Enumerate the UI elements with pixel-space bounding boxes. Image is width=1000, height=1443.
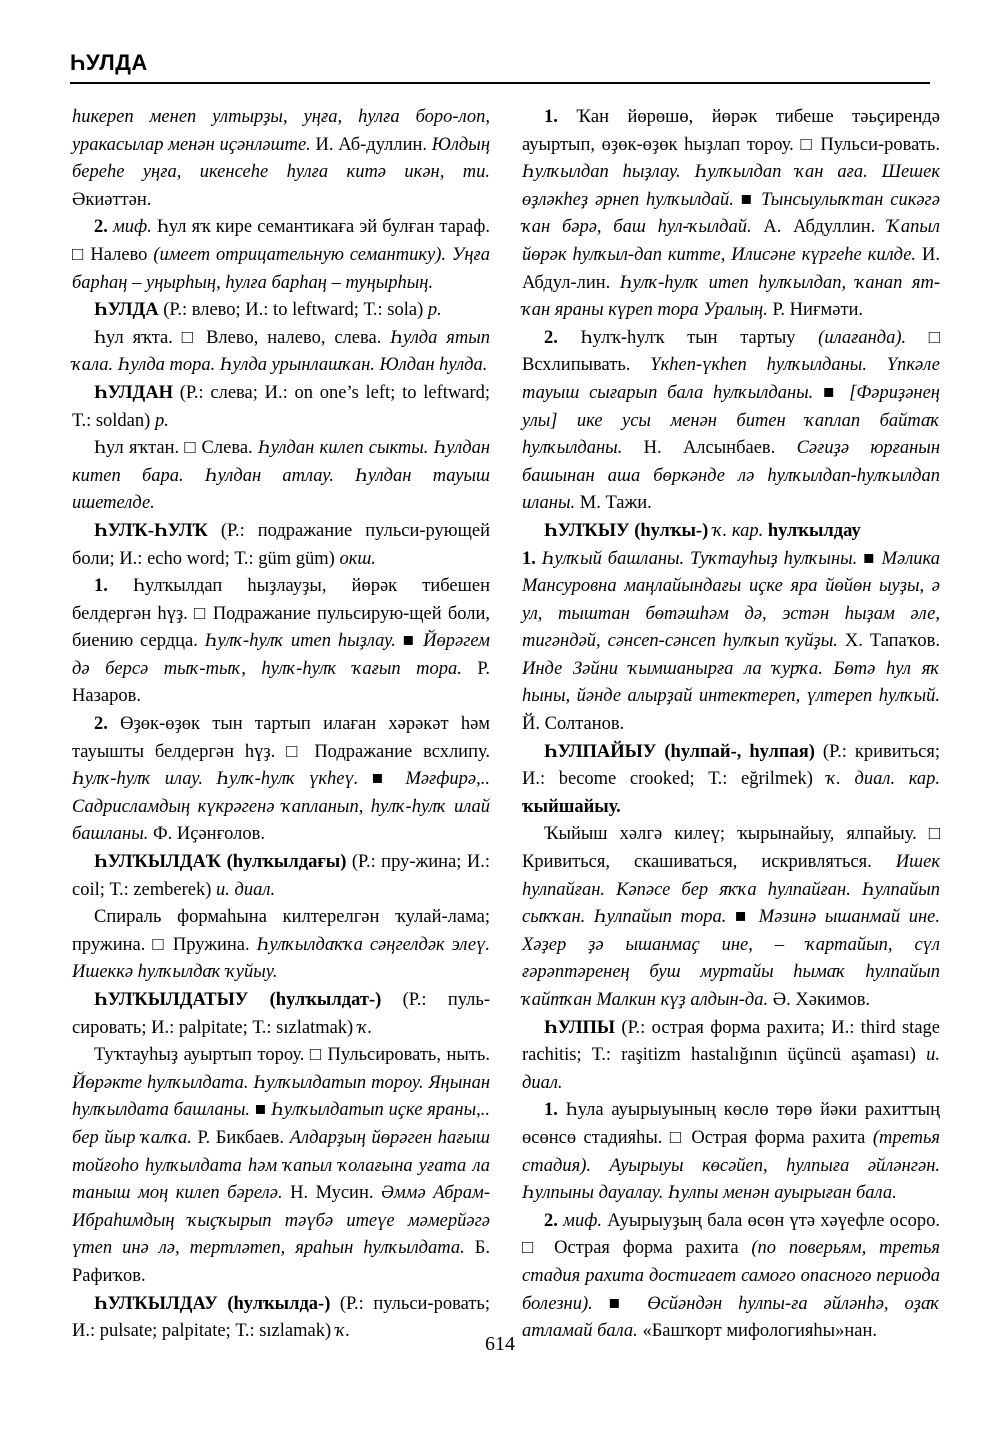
text-run: Спираль формаһына килтерелгән ҡулай-лама; пружина. □ Пружина. bbox=[72, 907, 490, 955]
text-run: (Р.: подражание пульси-рующей боли; И.: echo word; Т.: güm güm) bbox=[72, 520, 490, 569]
text-run: 1. bbox=[544, 1100, 558, 1121]
paragraph bbox=[522, 104, 940, 325]
text-run: Туҡтауһыҙ ауыртып тороу. □ Пульсировать, ныть. bbox=[94, 1045, 490, 1066]
text-run: Өҙөк-өҙөк тын тартып илаған хәрәкәт һәм тауышты белдергән һүҙ. □ Подражание всхлипу. bbox=[72, 714, 490, 762]
entry-heading bbox=[522, 739, 940, 822]
text-run: р. bbox=[427, 300, 442, 321]
text-run: Өсйәндән һулпы-ға әйләнһә, оҙаҡ атламай бала. bbox=[522, 1293, 940, 1342]
text-run: (Р.: слева; И.: on one’s left; to leftward; Т.: soldan) bbox=[72, 382, 490, 431]
text-run: Һул яҡтан. □ Слева. bbox=[94, 438, 258, 459]
text-run: Ҡапыл йөрәк һулҡыл-дап китте, Илисәне күргеһе килде. bbox=[522, 217, 940, 265]
text-run: ■ bbox=[813, 382, 850, 403]
text-run: Һул яҡ кире семантикаға эй булған тараф. □ Налево bbox=[72, 217, 490, 265]
text-run: Үкһеп-үкһеп һулҡылданы. Үпкәле тауыш сығарып бала һулҡылданы. bbox=[522, 355, 940, 403]
text-run: ҺУЛДА bbox=[94, 300, 159, 321]
text-run: (Р.: кривиться; И.: become crooked; Т.: eğrilmek) bbox=[522, 741, 941, 790]
text-run: ҡыйшайыу. bbox=[522, 796, 621, 817]
text-run: Һулҡ-һулҡ итеп һулҡылдап, ҡанап ят-ҡан яраны күреп тора Уралың. bbox=[522, 272, 940, 321]
text-run: окш. bbox=[339, 548, 376, 569]
text-run: Тынсыулыҡтан сикәгә ҡан бәрә, баш һул-ҡылдай. bbox=[522, 189, 940, 238]
text-run: ■ bbox=[395, 631, 424, 652]
text-run: миф. bbox=[557, 1210, 602, 1231]
paragraph bbox=[522, 546, 940, 739]
entry-heading bbox=[72, 297, 490, 325]
entry-heading bbox=[72, 987, 490, 1042]
text-run: ■ bbox=[358, 769, 406, 790]
text-run: ■ bbox=[592, 1293, 648, 1314]
text-run: Н. Мусин. bbox=[282, 1183, 381, 1204]
text-run: Ауырыуҙың бала өсөн үтә хәүефле осоро. □ Острая форма рахита bbox=[522, 1210, 940, 1259]
text-run: ■ bbox=[250, 1100, 272, 1121]
text-run: Мәзинә ышанмай ине. Хәҙер ҙә ышанмаҫ ине, – ҡартайып, сүл ғәрәптәренең буш муртайы һымаҡ һулпайып ҡайтҡан Малкин күҙ алдын-да. bbox=[522, 907, 940, 1010]
text-run: Йөрәкте һулҡылдата. Һулҡылдатып тороу. Яңынан һулҡылдата башланы. bbox=[72, 1072, 490, 1121]
text-run: Әкиәттән. bbox=[72, 189, 152, 210]
text-run: ҺУЛҠЫЛДАУ (һулҡылда-) bbox=[94, 1293, 331, 1314]
paragraph bbox=[522, 821, 940, 1014]
text-run: Һулҡ-һулҡ илау. Һулҡ-һулҡ үкһеү. bbox=[72, 769, 359, 790]
text-run: ҡ. диал. кар. bbox=[826, 769, 941, 790]
text-run: Р. Назаров. bbox=[72, 658, 490, 707]
header-rule bbox=[70, 82, 930, 84]
paragraph bbox=[72, 325, 490, 380]
text-run: (Р.: пульси-ровать; И.: pulsate; palpitate; Т.: sızlamak) bbox=[72, 1293, 490, 1342]
text-run: Ф. Иҫәнғолов. bbox=[148, 824, 266, 845]
text-run: Һула ауырыуының көслө төрө йәки рахиттың өсөнсө стадияһы. □ Острая форма рахита bbox=[522, 1100, 940, 1148]
text-run: Б. Рафиҡов. bbox=[72, 1238, 490, 1286]
text-run: Сәғиҙә юрғанын башынан аша бөркәнде лә һулҡылдап-һулҡылдап иланы. bbox=[522, 438, 940, 514]
paragraph bbox=[72, 214, 490, 297]
text-run: Р. Ниғмәти. bbox=[767, 300, 864, 321]
text-run: 2. bbox=[544, 327, 558, 348]
text-run: Һулҡ-һулҡ итеп һыҙлау. bbox=[204, 631, 396, 652]
text-run: ҺУЛПАЙЫУ (һулпай-, һулпая) bbox=[544, 741, 815, 762]
entry-heading bbox=[522, 518, 940, 546]
text-run: Һулҡый башланы. Туҡтауһыҙ һулҡыны. bbox=[535, 548, 858, 569]
text-run: 1. bbox=[94, 576, 108, 597]
paragraph bbox=[522, 1208, 940, 1346]
text-run: ҺУЛПЫ bbox=[544, 1017, 616, 1038]
paragraph bbox=[72, 573, 490, 711]
text-run: И. Аб-дуллин. bbox=[310, 134, 432, 155]
text-run: (третья стадия). Ауырыуы көсәйеп, һулпыға әйләнгән. Һулпыны дауалау. Һулпы менән ауырыған бала. bbox=[522, 1127, 940, 1204]
text-run: Н. Алсынбаев. bbox=[622, 438, 797, 459]
text-run: Һулҡылдатып иҫке яраны,.. бер йыр ҡалҡа. bbox=[72, 1100, 490, 1148]
text-run: (Р.: пру-жина; И.: coil; Т.: zemberek) bbox=[72, 852, 491, 900]
text-run: И. Абдул-лин. bbox=[522, 244, 940, 293]
text-run: Һулҡ-һулҡ тын тартыу bbox=[557, 327, 819, 348]
text-run: «Башҡорт мифологияһы»нан. bbox=[637, 1321, 877, 1342]
entry-heading bbox=[72, 380, 490, 435]
text-run: Х. Тапаҡов. bbox=[837, 631, 940, 652]
text-run: ҺУЛҠ-ҺУЛҠ bbox=[94, 520, 208, 541]
text-run: ҡ. кар. bbox=[708, 520, 764, 541]
text-run: Алдарҙың йөрәген һағыш тойғоһо һулҡылдата һәм ҡапыл ҡолағына уғата ла таныш моң килеп бәрелә. bbox=[72, 1127, 490, 1204]
entry-heading bbox=[72, 518, 490, 573]
text-run: Һул яҡта. □ Влево, налево, слева. bbox=[94, 327, 391, 348]
paragraph bbox=[72, 1042, 490, 1290]
page-header: ҺУЛДА bbox=[70, 50, 148, 75]
left-column bbox=[72, 104, 490, 1346]
text-run: ҺУЛДАН bbox=[94, 382, 173, 403]
text-run: р. bbox=[154, 410, 169, 431]
text-run: Йөрәгем дә берсә тыҡ-тыҡ, һулҡ-һулҡ ҡағып тора. bbox=[72, 631, 490, 679]
paragraph bbox=[72, 435, 490, 518]
text-run: ҡ. bbox=[335, 1321, 351, 1342]
text-run: 1. bbox=[522, 548, 536, 569]
text-run: 2. bbox=[544, 1210, 558, 1231]
text-run: ■ bbox=[726, 907, 759, 928]
text-run: и. диал. bbox=[522, 1045, 940, 1093]
text-run: Р. Бикбаев. bbox=[191, 1127, 290, 1148]
entry-heading bbox=[522, 1015, 940, 1098]
text-run: ҡ. bbox=[357, 1017, 373, 1038]
text-run: [Фәриҙәнең улы] ике усы менән битен ҡаплап байтаҡ һулҡылданы. bbox=[522, 382, 940, 459]
text-run: (Р.: острая форма рахита; И.: third stage rachitis; Т.: raşitizm hastalığının üçüncü aşaması) bbox=[522, 1017, 940, 1066]
text-run: Ә. Хәкимов. bbox=[768, 990, 871, 1010]
paragraph bbox=[522, 325, 940, 518]
text-run: Һулдан килеп сыкты. Һулдан китеп бара. Һулдан атлау. Һулдан тауыш ишетелде. bbox=[72, 438, 490, 514]
paragraph bbox=[72, 904, 490, 987]
text-run: Ишек һулпайған. Кәпәсе бер яҡҡа һулпайған. Һулпайып сыҡҡан. Һулпайып тора. bbox=[522, 852, 940, 928]
text-run: Юлдың береһе уңға, икенсеһе һулға китә икән, ти. bbox=[72, 134, 490, 183]
text-run: 2. bbox=[94, 714, 108, 735]
text-run: Һулда ятып ҡала. Һулда тора. Һулда урынлашҡан. Юлдан һулда. bbox=[72, 327, 491, 376]
text-run: □ Всхлипывать. bbox=[522, 327, 940, 376]
text-run: (Р.: влево; И.: to leftward; Т.: sola) bbox=[158, 300, 428, 321]
text-run: Ҡан йөрөшө, йөрәк тибеше тәьҫирендә ауыртып, өҙөк-өҙөк һыҙлап тороу. □ Пульси-ровать. bbox=[522, 107, 940, 155]
text-run: 1. bbox=[544, 107, 558, 127]
text-run: (по поверьям, третья стадия рахита достигает самого опасного периода болезни). bbox=[522, 1238, 940, 1314]
text-run: Һулҡылдаҡҡа сәңгелдәк элеү. Ишеккә һулҡылдаҡ ҡуйыу. bbox=[72, 934, 490, 983]
text-run: Әммә Абрам-Ибраһимдың ҡыҫҡырып тәүбә итеүе мәмерйәгә үтеп инә лә, тертләтеп, яраһын һулҡылдата. bbox=[72, 1183, 490, 1259]
right-column bbox=[522, 104, 940, 1346]
text-run: М. Тажи. bbox=[575, 493, 652, 514]
text-run: Мәғфирә,.. Садрисламдың күкрәгенә ҡапланып, һулҡ-һулҡ илай башланы. bbox=[72, 769, 490, 845]
text-run: ҺУЛҠЫЛДАТЫУ (һулҡылдат-) bbox=[94, 990, 382, 1010]
text-run: Инде Зәйни ҡымшанырға ла ҡурҡа. Бөтә һул яҡ һыны, йәнде алырҙай интектереп, үлтереп һулҡый. bbox=[522, 658, 940, 707]
paragraph bbox=[522, 1097, 940, 1207]
text-run: (илағанда). bbox=[818, 327, 907, 348]
text-run: миф. bbox=[107, 217, 152, 238]
paragraph bbox=[72, 711, 490, 849]
text-run: Мәлика Мансуровна маңлайындағы иҫке яра йөйөн ыуҙы, ә ул, тыштан бөтәшһәм дә, эстән һыҙам әле, тигәндәй, сәнсеп-сәнсеп һулҡып ҡуйҙы. bbox=[522, 548, 940, 652]
page-number: 614 bbox=[485, 1333, 515, 1355]
text-run: Һулҡылдап һыҙлауҙы, йөрәк тибешен белдергән һүҙ. □ Подражание пульсирую-щей боли, биению сердца. bbox=[72, 576, 490, 652]
text-run: Һулҡылдап һыҙлау. Һулҡылдап ҡан аға. Шешек өҙләкһеҙ әрнеп һулҡылдай. bbox=[522, 162, 940, 210]
text-run: ҺУЛҠЫУ (һулҡы-) bbox=[544, 520, 709, 541]
text-run: (Р.: пуль-сировать; И.: palpitate; Т.: sızlatmak) bbox=[72, 990, 491, 1038]
text-run: А. Абдуллин. bbox=[751, 217, 888, 238]
text-run: Ҡыйыш хәлгә килеү; ҡырынайыу, ялпайыу. □ Кривиться, скашиваться, искривляться. bbox=[522, 824, 940, 873]
text-run: һикереп менеп ултырҙы, уңға, һулға боро-лоп, уракасылар менән иҫәнләште. bbox=[72, 107, 490, 155]
entry-heading bbox=[72, 849, 490, 904]
paragraph bbox=[72, 104, 490, 214]
text-run: һулҡылдау bbox=[763, 520, 861, 541]
text-run: ■ bbox=[733, 189, 762, 210]
text-run: ҺУЛҠЫЛДАҠ (һулҡылдағы) bbox=[94, 852, 347, 873]
text-run: (имеет отрицательную семантику). Уңға барһаң – уңырһың, һулға барһаң – туңырһың. bbox=[72, 244, 490, 293]
text-run: Й. Солтанов. bbox=[522, 714, 625, 735]
text-run: ■ bbox=[857, 548, 882, 569]
text-run: 2. bbox=[94, 217, 108, 238]
text-run: и. диал. bbox=[216, 879, 276, 900]
